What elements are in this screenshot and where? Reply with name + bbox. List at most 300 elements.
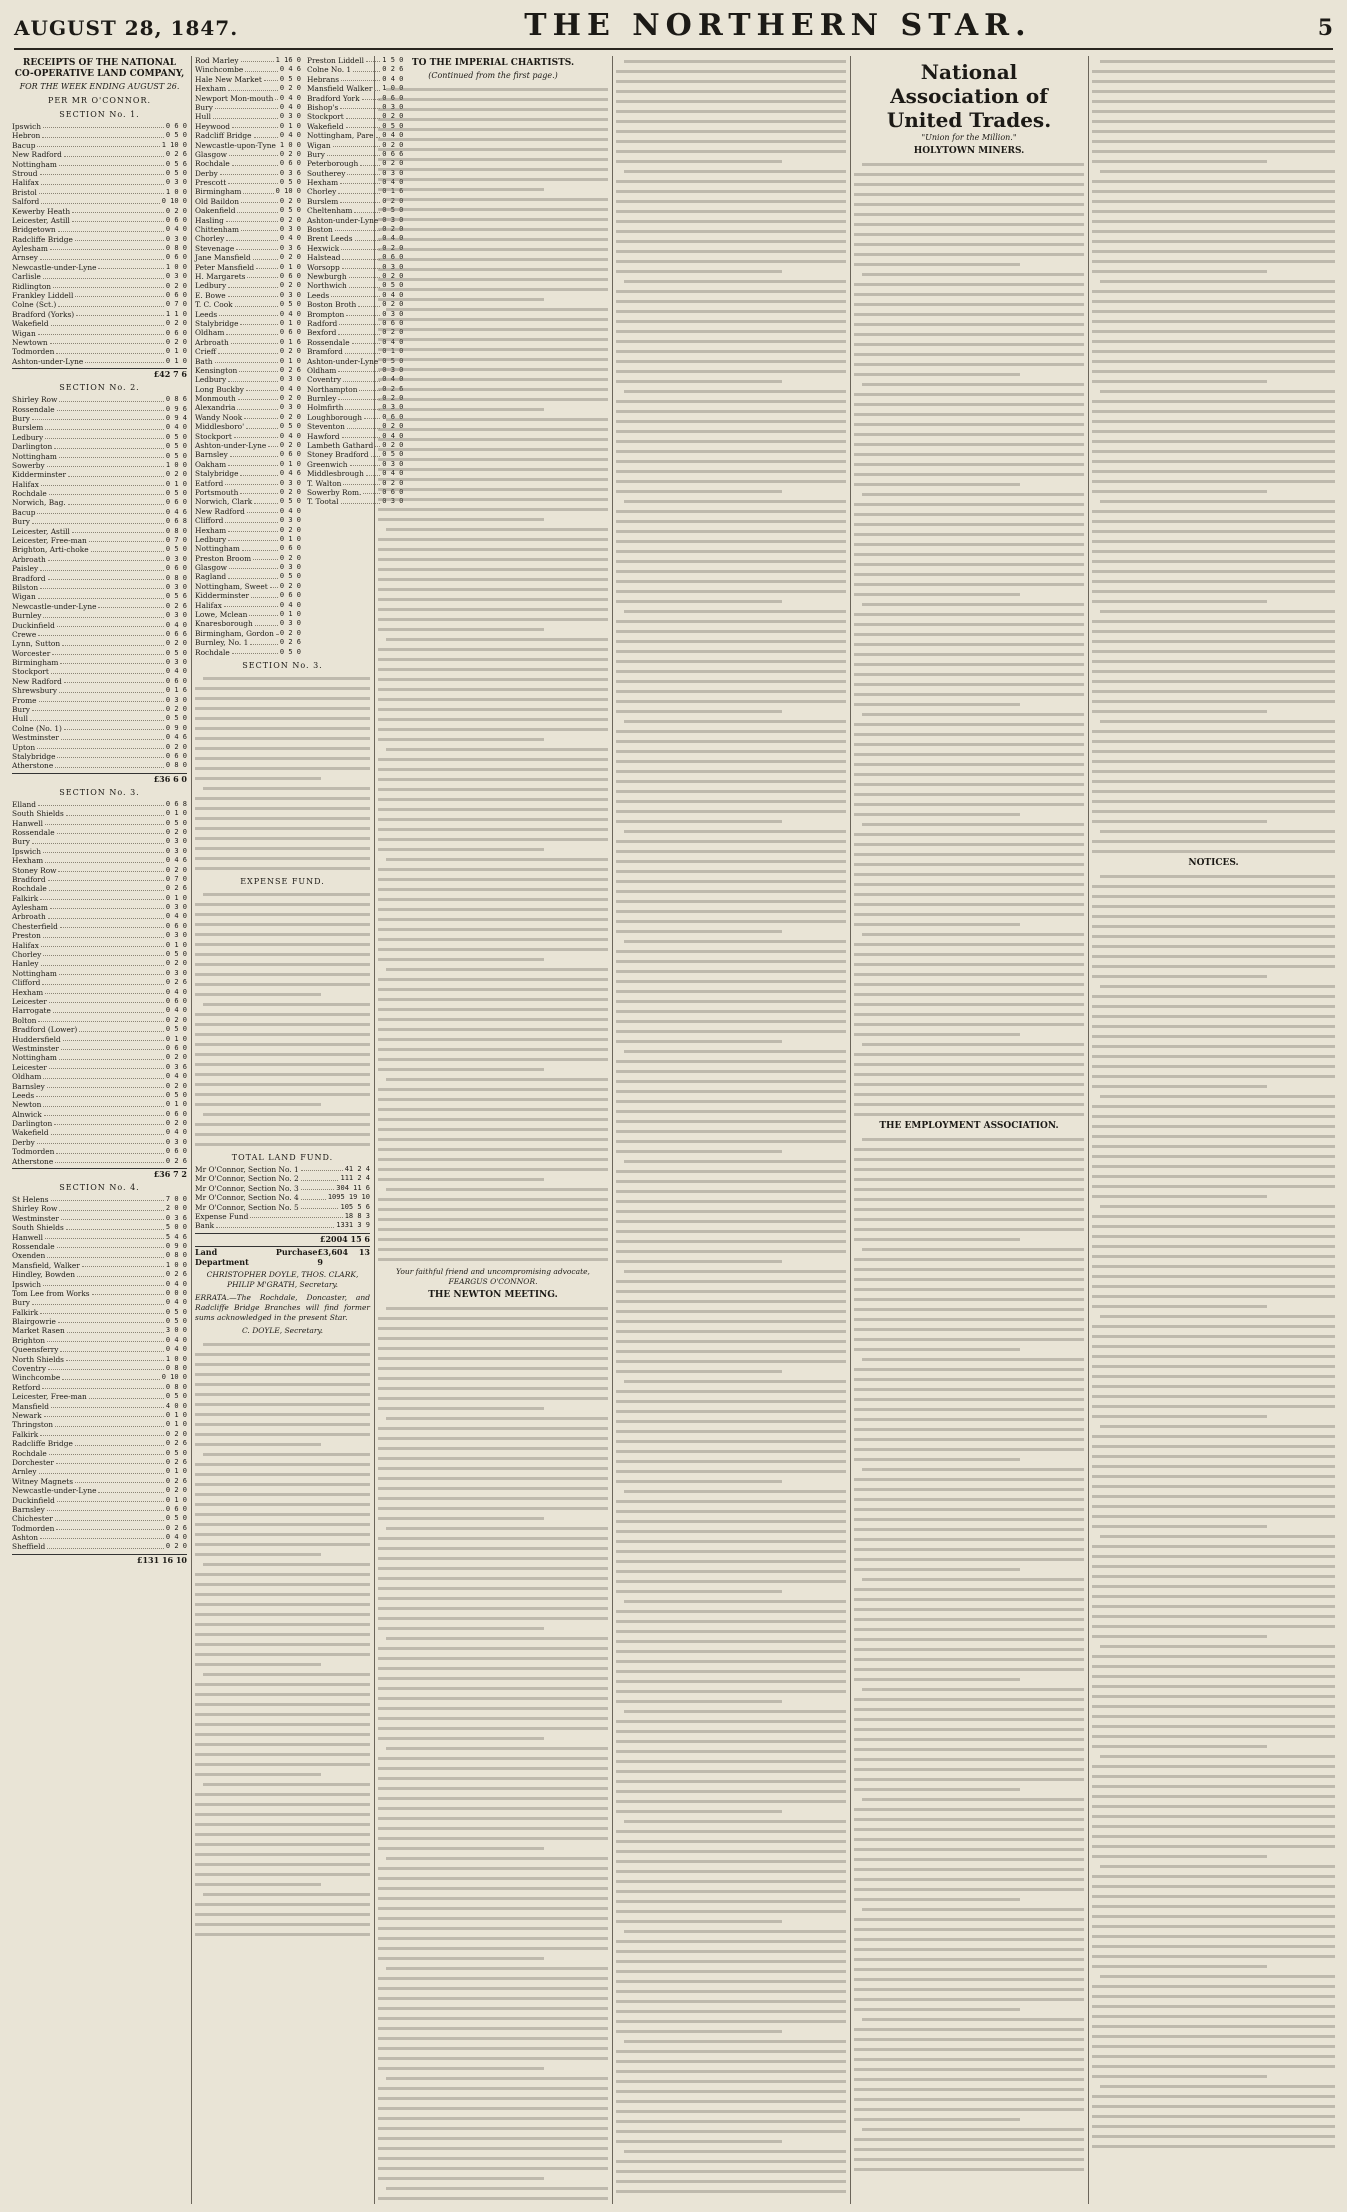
text-line [378,1214,608,1224]
text-line [616,1246,846,1256]
ledger-amount: 0 2 6 [165,1457,187,1466]
ledger-amount: 0 4 0 [279,431,301,440]
text-line [378,1643,608,1653]
text-line [1092,991,1335,1001]
ledger-row [195,535,301,544]
ledger-row [12,903,187,912]
ledger-place: St Helens [12,1195,49,1205]
text-line [378,1323,608,1333]
ledger-amount: 0 4 0 [279,309,301,318]
text-line [854,1244,1084,1254]
text-line [1092,646,1335,656]
ledger-place: Mr O'Connor, Section No. 1 [195,1165,299,1174]
ledger-place: Nottingham [195,544,240,554]
ledger-row [195,169,301,178]
ledger-place: Mr O'Connor, Section No. 2 [195,1174,299,1184]
ledger-amount: 0 3 0 [165,658,187,667]
ledger-row [12,950,187,959]
text-line [616,1946,846,1956]
ledger-row [12,1505,187,1514]
ledger-place: Wandy Nook [195,412,243,422]
text-line [378,364,608,374]
text-line [1092,516,1335,526]
ledger-amount: 0 6 0 [382,93,404,102]
text-line [1092,1801,1335,1811]
text-line [1092,756,1335,766]
ledger-place: Boston [306,225,333,235]
text-line [616,176,846,186]
text-line [616,1746,846,1756]
ledger-amount: 0 3 0 [165,272,187,281]
text-line [854,1654,1084,1664]
text-line [616,1496,846,1506]
text-line [195,1079,370,1089]
text-line [616,1706,846,1716]
ledger-place: Brighton [12,1335,45,1345]
text-line [854,1564,1084,1574]
text-line [1092,156,1335,166]
holytown-title: HOLYTOWN MINERS. [913,146,1025,156]
ledger-row [12,1138,187,1147]
text-line [854,939,1084,949]
text-line [1092,1851,1335,1861]
ledger-place: Hindley, Bowden [12,1270,75,1280]
text-line [854,1664,1084,1674]
text-line [1092,1481,1335,1491]
receipts-list-a [195,56,301,657]
text-line [616,1556,846,1566]
text-line [195,823,370,833]
text-line [616,1276,846,1286]
text-line [854,839,1084,849]
text-line [378,1054,608,1064]
text-line [195,1019,370,1029]
ledger-amount: 0 8 0 [165,1251,187,1260]
newspaper-title: THE NORTHERN STAR. [524,8,1032,43]
text-line [616,1716,846,1726]
ledger-amount: 0 6 0 [165,1109,187,1118]
text-line [854,2064,1084,2074]
ledger-row [12,1280,187,1289]
text-line [1092,1371,1335,1381]
ledger-place: Witney Magnets [12,1476,74,1486]
ledger-amount: 0 1 6 [165,686,187,695]
ledger-place: Bradford [12,874,46,884]
ledger-amount: 0 5 0 [279,647,301,656]
ledger-row [195,159,301,168]
text-line [195,843,370,853]
ledger-row [12,1016,187,1025]
ledger-place: Preston Broom [195,553,252,563]
ledger-amount: 0 3 0 [165,178,187,187]
text-line [854,909,1084,919]
text-line [616,606,846,616]
text-line [378,1613,608,1623]
text-line [195,763,370,773]
text-line [616,656,846,666]
text-line [1092,921,1335,931]
text-line [195,813,370,823]
text-line [854,1514,1084,1524]
text-line [616,746,846,756]
text-line [1092,776,1335,786]
text-line [378,294,608,304]
ledger-row [12,498,187,507]
text-line [1092,426,1335,436]
ledger-place: Leicester [12,996,47,1006]
ledger-row [12,470,187,479]
ledger-place: Wakefield [12,1128,49,1138]
ledger-amount: 0 5 0 [279,422,301,431]
ledger-place: Wigan [12,328,36,338]
ledger-place: Arbroath [195,337,229,347]
text-line [1092,596,1335,606]
text-line [1092,316,1335,326]
text-line [616,2026,846,2036]
text-line [616,956,846,966]
ledger-amount: 1 0 0 [279,140,301,149]
ledger-place: Mr O'Connor, Section No. 3 [195,1183,299,1193]
text-line [378,2123,608,2133]
text-line [854,2034,1084,2044]
text-line [195,1139,370,1149]
text-line [616,296,846,306]
ledger-row [12,517,187,526]
text-line [616,236,846,246]
ledger-place: Peter Mansfield [195,262,255,272]
text-line [854,639,1084,649]
ledger-place: Lowe, Mclean [195,610,248,620]
ledger-amount: 0 5 0 [165,1317,187,1326]
ledger-place: Loughborough [306,412,362,422]
ledger-row [12,714,187,723]
ledger-row [12,931,187,940]
text-line [1092,1151,1335,1161]
ledger-place: Rochdale [195,647,230,657]
ledger-place: Newcastle-upon-Tyne [195,140,276,150]
text-line [195,1389,370,1399]
text-line [854,1944,1084,1954]
text-line [1092,881,1335,891]
text-line [854,1724,1084,1734]
text-line [378,1373,608,1383]
text-line [616,976,846,986]
ledger-place: Thringston [12,1420,54,1430]
ledger-place: Burnley, No. 1 [195,638,249,648]
text-line [1092,1061,1335,1071]
text-line [854,409,1084,419]
text-line [378,1673,608,1683]
text-line [616,166,846,176]
summary-total: £2004 15 6 [195,1233,370,1244]
ledger-amount: 0 4 0 [165,1128,187,1137]
ledger-row [195,1174,370,1183]
text-line [854,1954,1084,1964]
ledger-place: Hasling [195,215,224,225]
ledger-amount: 0 3 0 [165,554,187,563]
ledger-amount: 0 4 0 [382,469,404,478]
article-signoff: Your faithful friend and uncompromising advocate, FEARGUS O'CONNOR. [396,1267,590,1286]
ledger-row [12,169,187,178]
text-line [378,1843,608,1853]
text-line [616,336,846,346]
ledger-amount: 0 5 0 [279,300,301,309]
text-line [1092,1431,1335,1441]
column-trades [854,56,1084,2204]
ledger-row [195,582,301,591]
ledger-amount: 0 4 0 [165,225,187,234]
text-line [616,156,846,166]
text-line [854,1684,1084,1694]
text-line [1092,1881,1335,1891]
text-line [854,579,1084,589]
text-line [1092,1251,1335,1261]
section-heading: SECTION No. 3. [242,661,323,670]
ledger-amount: 0 2 0 [382,225,404,234]
issue-date: AUGUST 28, 1847. [14,16,239,40]
text-line [616,1966,846,1976]
ledger-amount: 0 6 0 [382,487,404,496]
text-line [854,2134,1084,2144]
text-line [378,414,608,424]
text-line [378,1313,608,1323]
text-line [616,546,846,556]
ledger-place: Mr O'Connor, Section No. 4 [195,1193,299,1203]
ledger-place: Newtown [12,337,48,347]
ledger-place: Chorley [195,234,225,244]
ledger-place: Old Baildon [195,196,240,206]
text-line [616,1336,846,1346]
text-line [378,1493,608,1503]
text-line [854,299,1084,309]
ledger-amount: 0 3 0 [279,403,301,412]
text-line [1092,1751,1335,1761]
text-line [616,1976,846,1986]
ledger-row [12,602,187,611]
text-line [616,1736,846,1746]
text-line [616,1296,846,1306]
text-line [1092,606,1335,616]
text-line [195,1769,370,1779]
text-line [854,1544,1084,1554]
ledger-amount: 0 4 0 [165,912,187,921]
ledger-amount: 0 1 0 [165,1100,187,1109]
text-line [378,1443,608,1453]
text-line [616,636,846,646]
ledger-row [12,658,187,667]
text-line [854,1444,1084,1454]
ledger-amount: 0 4 0 [165,620,187,629]
text-line [854,489,1084,499]
text-line [378,1833,608,1843]
ledger-row [12,1035,187,1044]
ledger-place: Rossendale [12,827,55,837]
text-line [616,1316,846,1326]
ledger-amount: 0 2 6 [165,1439,187,1448]
text-line [854,1714,1084,1724]
ledger-amount: 0 2 0 [382,243,404,252]
text-line [616,1666,846,1676]
ledger-place: Monmouth [195,394,236,404]
ledger-amount: 0 3 0 [279,619,301,628]
two-list-block [195,56,404,657]
ledger-amount: 1 0 0 [165,1260,187,1269]
text-line [854,759,1084,769]
ledger-amount: 0 2 0 [279,628,301,637]
text-line [195,969,370,979]
ledger-place: Darlington [12,1119,53,1129]
text-line [854,269,1084,279]
text-line [854,1424,1084,1434]
text-line [378,814,608,824]
ledger-row [12,395,187,404]
ledger-amount: 0 2 0 [165,827,187,836]
text-line [378,2133,608,2143]
text-line [616,2116,846,2126]
text-line [854,199,1084,209]
ledger-row [12,1345,187,1354]
text-line [1092,376,1335,386]
text-line [378,624,608,634]
ledger-row [12,894,187,903]
text-line [1092,716,1335,726]
section-heading: SECTION No. 3. [59,787,140,797]
text-line [378,984,608,994]
text-line [854,1594,1084,1604]
ledger-amount: 0 8 0 [165,761,187,770]
text-line [378,1703,608,1713]
text-line [1092,1891,1335,1901]
text-line [378,534,608,544]
text-line [378,1513,608,1523]
text-line [378,1363,608,1373]
text-line [378,1853,608,1863]
text-line [195,919,370,929]
text-line [195,693,370,703]
text-line [616,1476,846,1486]
ledger-amount: 4 0 0 [165,1401,187,1410]
trades-title: National Association of United Trades. [886,60,1052,132]
text-line [616,1346,846,1356]
ledger-amount: 0 6 0 [165,122,187,130]
text-line [616,2076,846,2086]
ledger-place: South Shields [12,809,64,819]
total-land-heading: TOTAL LAND FUND. [231,1153,334,1162]
ledger-amount: 0 5 0 [165,168,187,177]
text-line [616,1756,846,1766]
text-line [1092,56,1335,66]
text-line [378,1423,608,1433]
ledger-place: Burnley [306,394,337,404]
text-line [616,1646,846,1656]
ledger-place: Oxenden [12,1251,46,1261]
ledger-place: Wigan [306,140,331,150]
ledger-amount: 0 4 6 [279,469,301,478]
column-report [616,56,846,2204]
text-line [616,1456,846,1466]
ledger-amount: 0 5 0 [279,74,301,83]
text-line [1092,1661,1335,1671]
text-line [1092,1411,1335,1421]
text-line [854,779,1084,789]
ledger-place: Chittenham [195,225,240,235]
text-line [378,464,608,474]
text-line [1092,1101,1335,1111]
text-line [1092,871,1335,881]
text-line [378,634,608,644]
ledger-amount: 0 4 0 [165,1279,187,1288]
ledger-place: Expense Fund [195,1211,249,1221]
text-line [616,856,846,866]
ledger-amount: 0 4 0 [279,384,301,393]
text-line [854,929,1084,939]
ledger-row [12,197,187,206]
text-line [378,764,608,774]
text-line [854,1254,1084,1264]
text-line [854,809,1084,819]
ledger-amount: 304 11 6 [336,1183,370,1192]
text-line [195,929,370,939]
ledger-amount: 18 8 3 [344,1211,370,1220]
text-line [378,1084,608,1094]
text-line [378,2143,608,2153]
text-line [195,1859,370,1869]
text-line [854,2124,1084,2134]
text-line [1092,1191,1335,1201]
ledger-amount: 0 6 0 [279,159,301,168]
text-line [616,1816,846,1826]
text-line [1092,1291,1335,1301]
ledger-amount: 0 2 6 [165,1156,187,1165]
text-line [616,426,846,436]
ledger-row [12,866,187,875]
ledger-amount: 0 3 0 [279,225,301,234]
text-line [378,2063,608,2073]
ledger-place: Lambeth Gathard [306,441,374,451]
text-line [1092,286,1335,296]
text-line [1092,66,1335,76]
ledger-row [195,1193,370,1202]
text-line [1092,336,1335,346]
text-line [195,1659,370,1669]
ledger-amount: 0 3 0 [165,931,187,940]
ledger-amount: 0 2 0 [382,422,404,431]
ledger-row [195,187,301,196]
text-line [378,174,608,184]
text-line [616,1376,846,1386]
text-line [378,1553,608,1563]
text-line [616,2126,846,2136]
text-line [378,1993,608,2003]
ledger-amount: 111 2 4 [340,1174,370,1183]
text-line [1092,1201,1335,1211]
text-line [378,114,608,124]
ledger-place: Barnsley [195,450,228,460]
text-line [854,1914,1084,1924]
ledger-row [195,563,301,572]
article-subtitle: (Continued from the first page.) [428,71,558,80]
text-line [616,1386,846,1396]
text-line [854,629,1084,639]
ledger-row [12,875,187,884]
text-line [378,1923,608,1933]
ledger-amount: 0 3 0 [165,968,187,977]
text-line [616,1466,846,1476]
ledger-row [12,1147,187,1156]
text-line [616,1006,846,1016]
text-line [854,1904,1084,1914]
column-rule [191,56,192,2204]
